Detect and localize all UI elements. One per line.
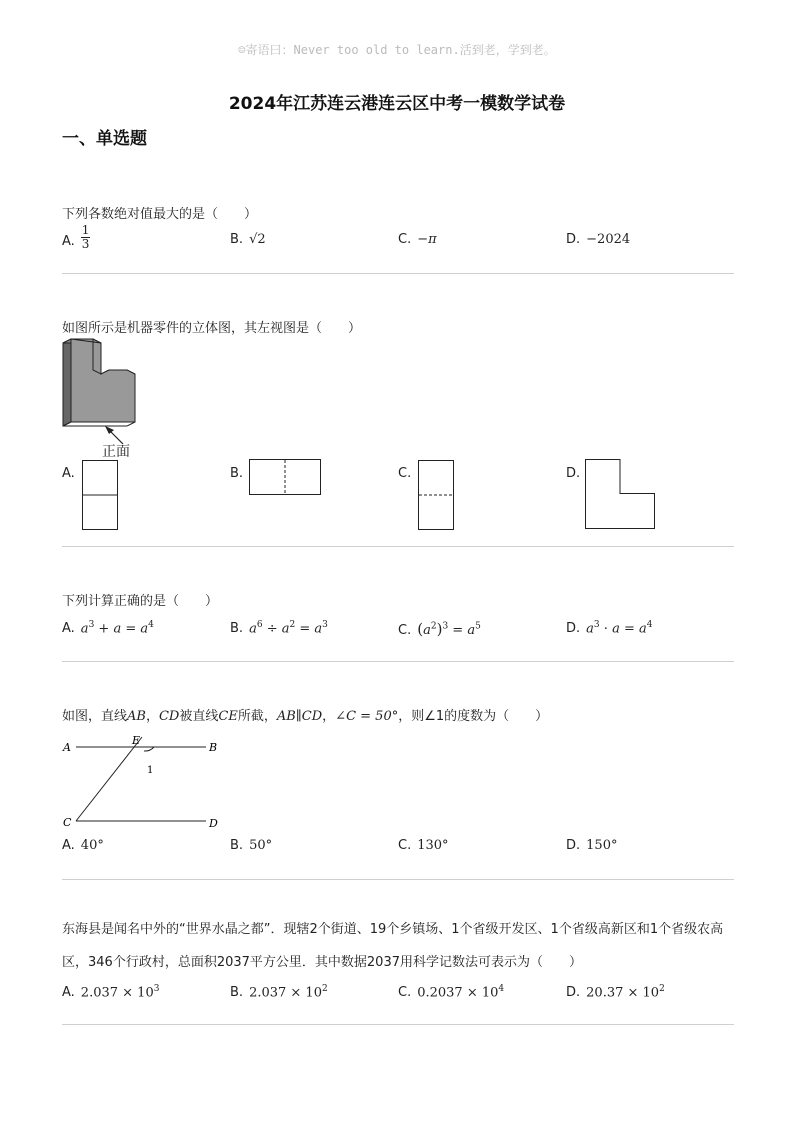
q1-option-b-label: B. bbox=[230, 232, 244, 247]
q4-stem-text: ， bbox=[322, 709, 336, 724]
q4-option-a-label: A. bbox=[62, 838, 75, 853]
q5-option-c[interactable] bbox=[398, 984, 504, 1000]
page-title: 2024年江苏连云港连云区中考一模数学试卷 bbox=[228, 94, 566, 114]
q5-option-c-text: 0.2037 × 10 bbox=[417, 985, 499, 1001]
q4-option-c[interactable] bbox=[398, 838, 449, 853]
section-heading: 一、单选题 bbox=[62, 129, 147, 149]
q1-option-d-label: D. bbox=[566, 232, 581, 247]
q5-option-b[interactable] bbox=[230, 984, 328, 1000]
q2-option-d-label[interactable]: D. bbox=[566, 466, 581, 481]
q2-option-c-label[interactable]: C. bbox=[398, 466, 412, 481]
q5-option-d-text: 20.37 × 10 bbox=[586, 985, 660, 1001]
q1-option-a-fraction bbox=[81, 224, 91, 251]
q1-option-a-label: A. bbox=[62, 234, 75, 249]
q4-option-c-label: C. bbox=[398, 838, 412, 853]
q3-option-c[interactable]: C. $(a^2)^3 = a^5$ bbox=[398, 620, 481, 638]
q1-option-b-text: √2 bbox=[249, 232, 266, 247]
q3-option-a-label: A. bbox=[62, 621, 75, 637]
q4-option-b-text: 50° bbox=[249, 838, 273, 853]
q5-stem: 东海县是闻名中外的“世界水晶之都”．现辖2个街道、19个乡镇场、1个省级开发区、1个省级高新区和1个省级农高区，346个行政村，总面积2037平方公里．其中数据2037用科学记数法可表示为（ ） bbox=[62, 922, 724, 970]
q2-option-c-view[interactable] bbox=[418, 460, 455, 532]
q5-option-a[interactable] bbox=[62, 984, 159, 1000]
q1-stem: 下列各数绝对值最大的是（ ） bbox=[62, 207, 258, 222]
q1-option-d-text: −2024 bbox=[586, 232, 631, 247]
machine-part-3d-figure bbox=[62, 338, 142, 463]
q5-option-a-text: 2.037 × 10 bbox=[80, 985, 154, 1001]
divider bbox=[62, 273, 734, 274]
q3-option-c-label: C. bbox=[398, 623, 412, 638]
q2-option-b-view[interactable] bbox=[249, 459, 322, 496]
q2-stem: 如图所示是机器零件的立体图，其左视图是（ ） bbox=[62, 321, 362, 336]
q1-option-c-label: C. bbox=[398, 232, 412, 247]
q4-option-c-text: 130° bbox=[417, 838, 449, 853]
q1-option-a[interactable] bbox=[62, 223, 90, 251]
divider bbox=[62, 1024, 734, 1025]
q3-options bbox=[62, 620, 734, 640]
q1-option-a-denominator: 3 bbox=[81, 237, 90, 251]
q4-stem-parallel: AB∥CD bbox=[276, 709, 323, 724]
point-b-label: B bbox=[209, 741, 218, 754]
q4-option-a[interactable] bbox=[62, 838, 104, 853]
q5-option-a-label: A. bbox=[62, 985, 75, 1001]
q4-stem-ab: AB bbox=[127, 709, 146, 724]
q5-option-b-text: 2.037 × 10 bbox=[249, 985, 322, 1001]
q3-option-b-label: B. bbox=[230, 621, 244, 637]
angle-1-label: 1 bbox=[147, 765, 154, 776]
motto: ☺寄语曰：Never too old to learn.活到老，学到老。 bbox=[238, 43, 556, 57]
q3-option-d-label: D. bbox=[566, 621, 581, 637]
q2-option-d-view[interactable] bbox=[585, 459, 657, 531]
q1-option-c[interactable] bbox=[398, 232, 437, 247]
q5-option-b-label: B. bbox=[230, 985, 244, 1001]
q4-stem bbox=[62, 705, 548, 724]
front-label: 正面 bbox=[102, 444, 130, 460]
point-e-label: E bbox=[132, 734, 141, 747]
parallel-lines-figure bbox=[62, 732, 227, 832]
q5-option-c-exponent: 4 bbox=[498, 984, 505, 994]
point-a-label: A bbox=[63, 741, 71, 754]
q4-option-d-text: 150° bbox=[586, 838, 618, 853]
q4-options bbox=[62, 838, 734, 858]
q3-stem: 下列计算正确的是（ ） bbox=[62, 594, 219, 609]
q5-option-b-exponent: 2 bbox=[321, 984, 328, 994]
q4-stem-text: ，则∠1的度数为（ ） bbox=[398, 709, 549, 724]
q4-stem-text: 所截， bbox=[237, 709, 277, 724]
q2-option-b-label[interactable]: B. bbox=[230, 466, 244, 481]
q1-option-c-text: −π bbox=[417, 232, 437, 247]
q5-option-d-label: D. bbox=[566, 985, 581, 1001]
q4-stem-cd: CD bbox=[158, 709, 180, 724]
q5-option-d[interactable] bbox=[566, 984, 665, 1000]
q4-stem-text: 如图，直线 bbox=[62, 709, 128, 724]
q3-option-a[interactable]: A. $a^3 + a = a^4$ bbox=[62, 620, 154, 637]
q5-option-c-label: C. bbox=[398, 985, 412, 1001]
q4-stem-text: ， bbox=[145, 709, 159, 724]
q3-option-b[interactable]: B. $a^6 \div a^2 = a^3$ bbox=[230, 620, 328, 637]
q2-option-a-view[interactable] bbox=[82, 460, 119, 532]
q4-option-d[interactable] bbox=[566, 838, 617, 853]
q1-option-a-numerator: 1 bbox=[81, 223, 90, 237]
divider bbox=[62, 661, 734, 662]
q4-option-d-label: D. bbox=[566, 838, 581, 853]
q4-option-b[interactable] bbox=[230, 838, 272, 853]
q3-option-d[interactable]: D. $a^3 \cdot a = a^4$ bbox=[566, 620, 653, 637]
q4-stem-ce: CE bbox=[218, 709, 238, 724]
q1-option-d[interactable] bbox=[566, 232, 630, 247]
q4-option-b-label: B. bbox=[230, 838, 244, 853]
q4-stem-text: 被直线 bbox=[179, 709, 219, 724]
q5-option-d-exponent: 2 bbox=[659, 984, 665, 994]
q5-options bbox=[62, 984, 734, 1004]
point-d-label: D bbox=[209, 817, 218, 830]
q4-option-a-text: 40° bbox=[80, 838, 104, 853]
q1-option-b[interactable] bbox=[230, 232, 266, 247]
q5-option-a-exponent: 3 bbox=[153, 984, 160, 994]
divider bbox=[62, 879, 734, 880]
q1-options bbox=[62, 223, 734, 252]
divider bbox=[62, 546, 734, 547]
q4-stem-angle: ∠C = 50° bbox=[335, 709, 399, 724]
point-c-label: C bbox=[63, 816, 72, 829]
q2-option-a-label[interactable]: A. bbox=[62, 466, 75, 481]
